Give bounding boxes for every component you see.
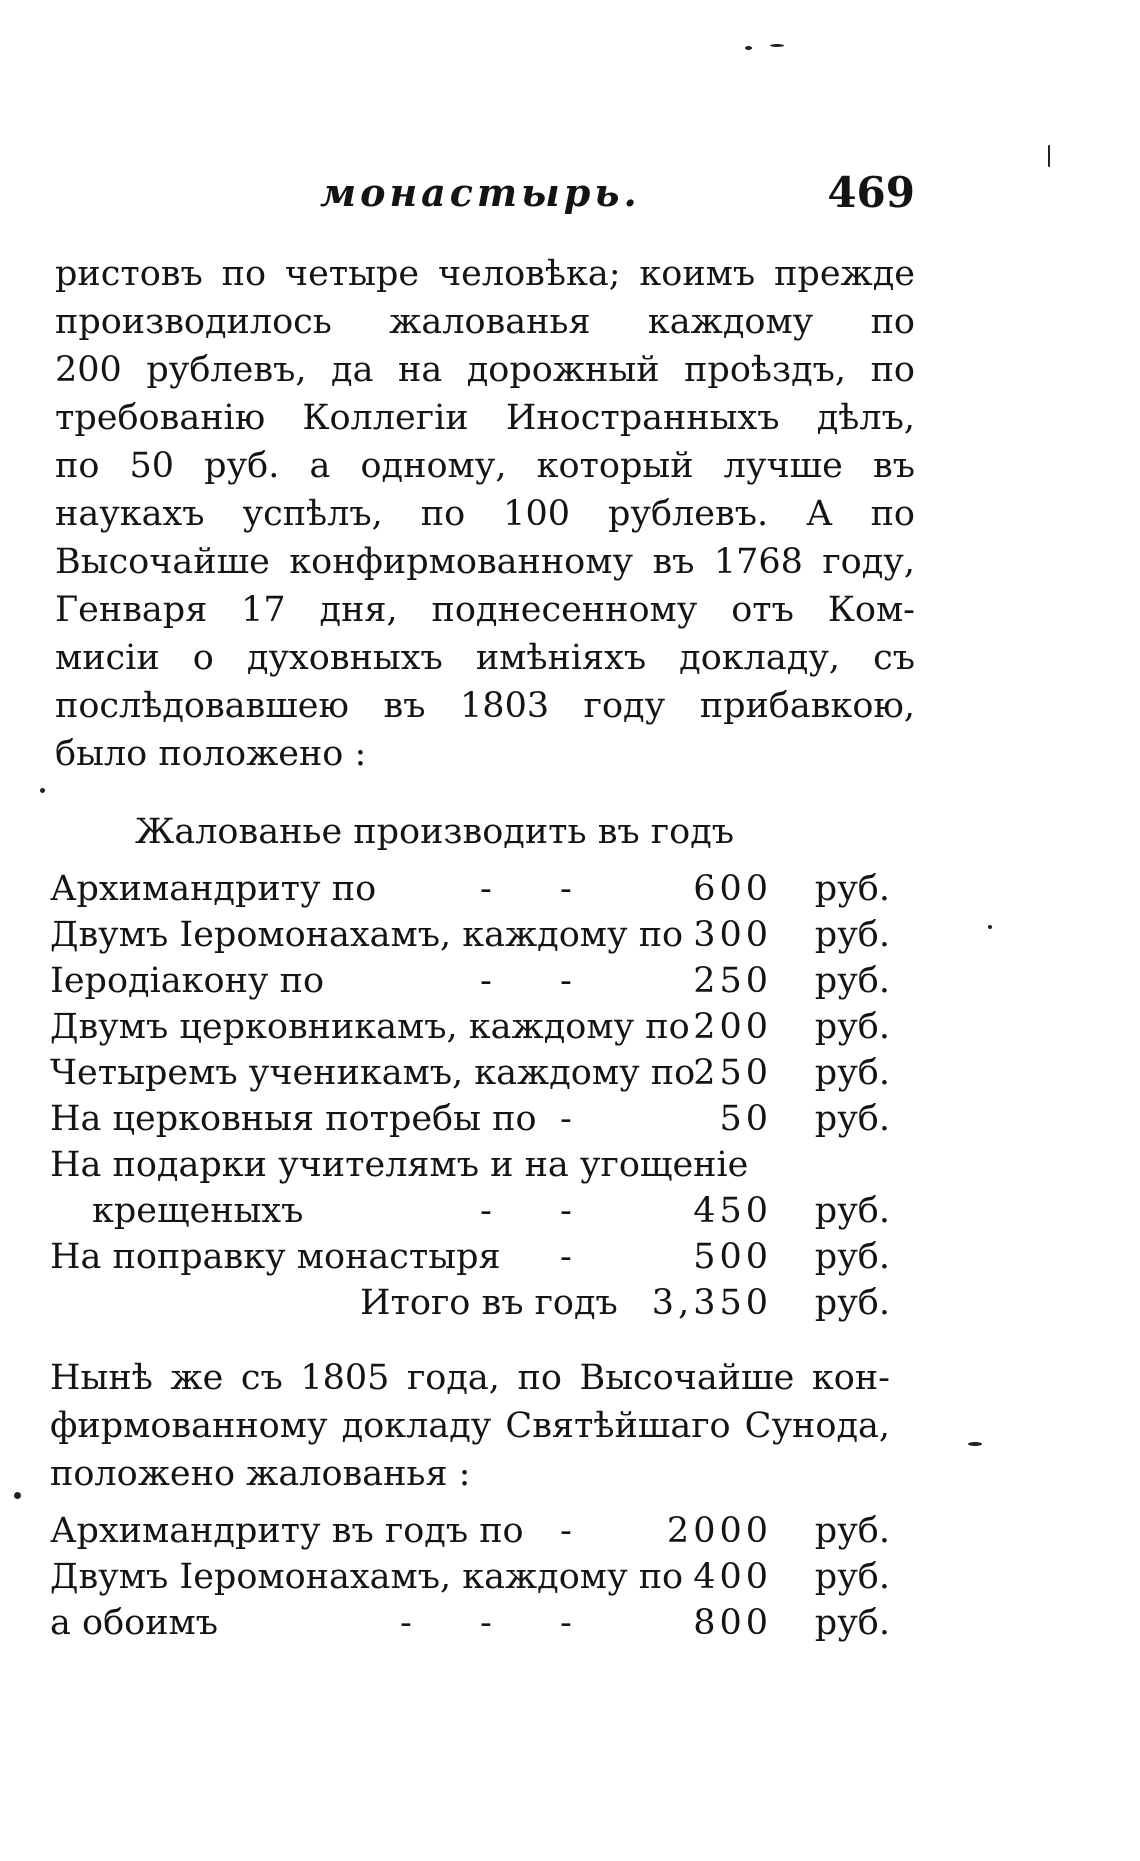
body-paragraph [55, 250, 915, 778]
currency-unit: руб. [814, 1053, 890, 1093]
salary-amount: 250 [693, 1053, 772, 1093]
salary-label: Архимандриту по [50, 869, 377, 909]
leader-dash: - [560, 1511, 572, 1551]
salary-row [50, 1188, 890, 1234]
new-salary-list [50, 1508, 890, 1646]
text-line: требованію Коллегіи Иностранныхъ дѣлъ, [55, 398, 915, 438]
text-line: наукахъ успѣлъ, по 100 рублевъ. А по [55, 494, 915, 534]
text-line: Нынѣ же съ 1805 года, по Высочайше кон- [50, 1358, 890, 1398]
currency-unit: руб. [814, 1007, 890, 1047]
decree-paragraph [50, 1354, 890, 1498]
leader-dash: - [480, 1603, 492, 1643]
leader-dash: - [480, 961, 492, 1001]
currency-unit: руб. [814, 869, 890, 909]
salary-amount: 200 [693, 1007, 772, 1047]
currency-unit: руб. [814, 961, 890, 1001]
total-label: Итого въ годъ [360, 1283, 618, 1323]
text-line: по 50 руб. а одному, который лучше въ [55, 446, 915, 486]
scan-speck [745, 46, 752, 50]
currency-unit: руб. [814, 1191, 890, 1231]
salary-amount: 250 [693, 961, 772, 1001]
salary-row [50, 1004, 890, 1050]
salary-heading: Жалованье производить въ годъ [135, 812, 735, 852]
running-head: монастырь. [320, 170, 641, 215]
leader-dash: - [560, 1603, 572, 1643]
salary-row [50, 1142, 890, 1188]
scan-speck [40, 788, 45, 793]
leader-dash: - [560, 1191, 572, 1231]
salary-row [50, 1554, 890, 1600]
page-header [55, 168, 915, 228]
salary-label: Іеродіакону по [50, 961, 325, 1001]
currency-unit: руб. [814, 915, 890, 955]
salary-amount: 450 [693, 1191, 772, 1231]
salary-row [50, 866, 890, 912]
salary-amount: 600 [693, 869, 772, 909]
scan-speck [14, 1492, 21, 1499]
salary-amount: 800 [693, 1603, 772, 1643]
text-line: послѣдовавшею въ 1803 году прибавкою, [55, 686, 915, 726]
total-amount: 3,350 [651, 1283, 772, 1323]
salary-label: а обоимъ [50, 1603, 219, 1643]
leader-dash: - [400, 1603, 412, 1643]
page-number: 469 [827, 168, 915, 217]
salary-row [50, 1096, 890, 1142]
salary-row [50, 1600, 890, 1646]
salary-amount: 300 [693, 915, 772, 955]
text-line: ристовъ по четыре человѣка; коимъ прежде [55, 254, 915, 294]
salary-row [50, 958, 890, 1004]
leader-dash: - [480, 869, 492, 909]
salary-row [50, 912, 890, 958]
text-line: было положено : [55, 734, 367, 774]
scan-speck [988, 925, 992, 929]
text-line: Генваря 17 дня, поднесенному отъ Ком- [55, 590, 915, 630]
salary-label: Двумъ Іеромонахамъ, каждому по [50, 915, 684, 955]
salary-amount: 2000 [666, 1511, 772, 1551]
salary-label: На поправку монастыря [50, 1237, 501, 1277]
old-salary-list [50, 866, 890, 1280]
salary-label: На церковныя потребы по [50, 1099, 537, 1139]
salary-label: крещеныхъ [92, 1191, 304, 1231]
scan-speck [770, 44, 784, 47]
leader-dash: - [560, 869, 572, 909]
leader-dash: - [560, 1099, 572, 1139]
leader-dash: - [560, 1237, 572, 1277]
salary-row [50, 1508, 890, 1554]
salary-label: На подарки учителямъ и на угощеніе [50, 1145, 749, 1185]
old-salary-total [50, 1280, 890, 1326]
salary-amount: 50 [719, 1099, 772, 1139]
currency-unit: руб. [814, 1511, 890, 1551]
salary-label: Четыремъ ученикамъ, каждому по [50, 1053, 696, 1093]
total-row [50, 1280, 890, 1326]
text-line: мисіи о духовныхъ имѣніяхъ докладу, съ [55, 638, 915, 678]
text-line: фирмованному докладу Святѣйшаго Сунода, [50, 1406, 890, 1446]
salary-label: Двумъ церковникамъ, каждому по [50, 1007, 690, 1047]
currency-unit: руб. [814, 1557, 890, 1597]
currency-unit: руб. [814, 1283, 890, 1323]
text-line: Высочайше конфирмованному въ 1768 году, [55, 542, 915, 582]
salary-label: Двумъ Іеромонахамъ, каждому по [50, 1557, 684, 1597]
text-line: 200 рублевъ, да на дорожный проѣздъ, по [55, 350, 915, 390]
leader-dash: - [480, 1191, 492, 1231]
leader-dash: - [560, 961, 572, 1001]
salary-amount: 400 [693, 1557, 772, 1597]
currency-unit: руб. [814, 1603, 890, 1643]
salary-amount: 500 [693, 1237, 772, 1277]
text-line: положено жалованья : [50, 1454, 471, 1494]
currency-unit: руб. [814, 1099, 890, 1139]
scan-speck [968, 1442, 982, 1446]
salary-row [50, 1234, 890, 1280]
currency-unit: руб. [814, 1237, 890, 1277]
text-line: производилось жалованья каждому по [55, 302, 915, 342]
salary-row [50, 1050, 890, 1096]
scan-speck [1048, 145, 1050, 167]
salary-label: Архимандриту въ годъ по [50, 1511, 524, 1551]
